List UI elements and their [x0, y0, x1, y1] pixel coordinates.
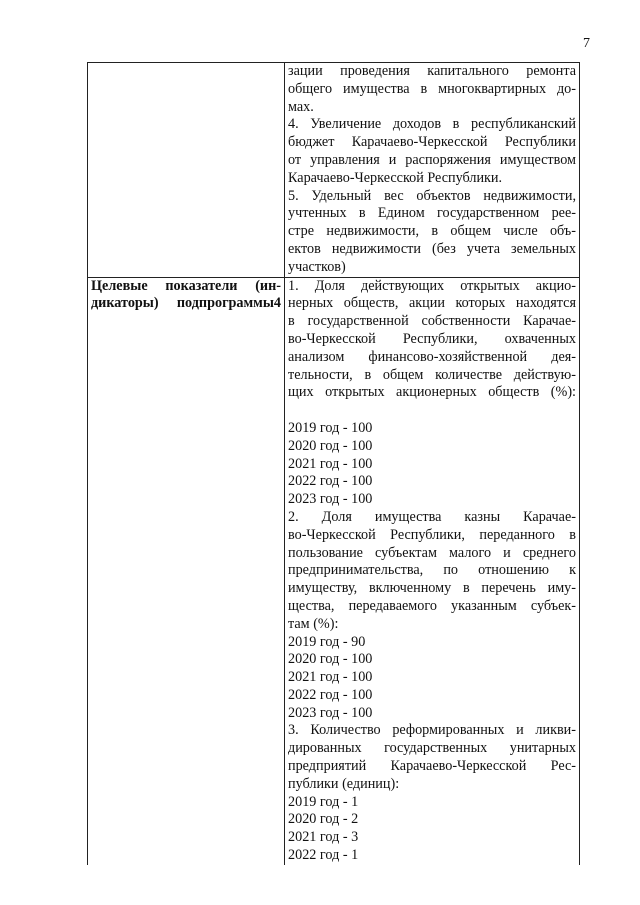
text-line: зации проведения капитального ремонта — [288, 63, 576, 79]
text-line: от управления и распоряжения имуществом — [288, 151, 576, 168]
year-value-line: 2022 год - 100 — [288, 473, 373, 490]
year-value-line: 2023 год - 100 — [288, 704, 373, 721]
text-line: Карачаево-Черкесской Республики. — [288, 169, 503, 186]
text-line: нерных обществ, акции которых находятся — [288, 295, 576, 312]
year-value-line: 2021 год - 100 — [288, 455, 373, 472]
text-line: бюджет Карачаево-Черкесской Республики — [288, 134, 576, 151]
text-line: щества, передаваемого указанным субъек- — [288, 597, 576, 614]
content-cell — [285, 277, 580, 865]
label-cell — [88, 277, 285, 865]
year-value-line: 2022 год - 100 — [288, 686, 373, 703]
year-value-line: 2019 год - 1 — [288, 793, 359, 810]
text-line: ектов недвижимости (без учета земельных — [288, 240, 576, 257]
text-line: 2. Доля имущества казны Карачае- — [288, 508, 576, 525]
row-label-line: Целевые показатели (ин- — [91, 277, 281, 294]
text-line: 1. Доля действующих открытых акцио- — [288, 277, 576, 294]
row-label-line: дикаторы) подпрограммы4 — [91, 295, 281, 312]
text-line: участков) — [288, 258, 346, 275]
text-line: 4. Увеличение доходов в республиканский — [288, 116, 576, 133]
text-line: пользование субъектам малого и среднего — [288, 544, 576, 561]
text-line: в государственной собственности Карачае- — [288, 313, 576, 330]
text-line: учтенных в Едином государственном рее- — [288, 205, 576, 222]
year-value-line: 2019 год - 90 — [288, 633, 366, 650]
text-line: там (%): — [288, 615, 339, 632]
year-value-line: 2019 год - 100 — [288, 419, 373, 436]
table-row — [88, 277, 580, 865]
year-value-line: 2022 год - 1 — [288, 847, 359, 864]
blank-line — [288, 402, 576, 420]
text-line: предприятий Карачаево-Черкесской Рес- — [288, 758, 576, 775]
text-line: 5. Удельный вес объектов недвижимости, — [288, 187, 576, 204]
year-value-line: 2020 год - 100 — [288, 651, 373, 668]
text-line: предпринимательства, по отношению к — [288, 562, 576, 579]
text-line: 3. Количество реформированных и ликви- — [288, 722, 576, 739]
year-value-line: 2020 год - 100 — [288, 437, 373, 454]
passport-table — [87, 62, 580, 865]
page-number: 7 — [583, 36, 590, 51]
content-cell — [285, 63, 580, 278]
label-cell — [88, 63, 285, 278]
text-line: щих открытых акционерных обществ (%): — [288, 384, 576, 401]
text-line: мах. — [288, 98, 314, 115]
year-value-line: 2020 год - 2 — [288, 811, 359, 828]
text-line: публики (единиц): — [288, 775, 400, 792]
text-line: во-Черкесской Республики, переданного в — [288, 526, 576, 543]
text-line: имуществу, включенному в перечень иму- — [288, 580, 576, 597]
text-line: анализом финансово-хозяйственной дея- — [288, 348, 576, 365]
year-value-line: 2021 год - 100 — [288, 669, 373, 686]
text-line: тельности, в общем количестве действую- — [288, 366, 576, 383]
text-line: общего имущества в многоквартирных до- — [288, 80, 576, 97]
year-value-line: 2023 год - 100 — [288, 491, 373, 508]
table-row — [88, 63, 580, 278]
text-line: стре недвижимости, в общем числе объ- — [288, 223, 576, 240]
text-line: во-Черкесской Республики, охваченных — [288, 330, 576, 347]
text-line: дированных государственных унитарных — [288, 740, 576, 757]
year-value-line: 2021 год - 3 — [288, 829, 359, 846]
